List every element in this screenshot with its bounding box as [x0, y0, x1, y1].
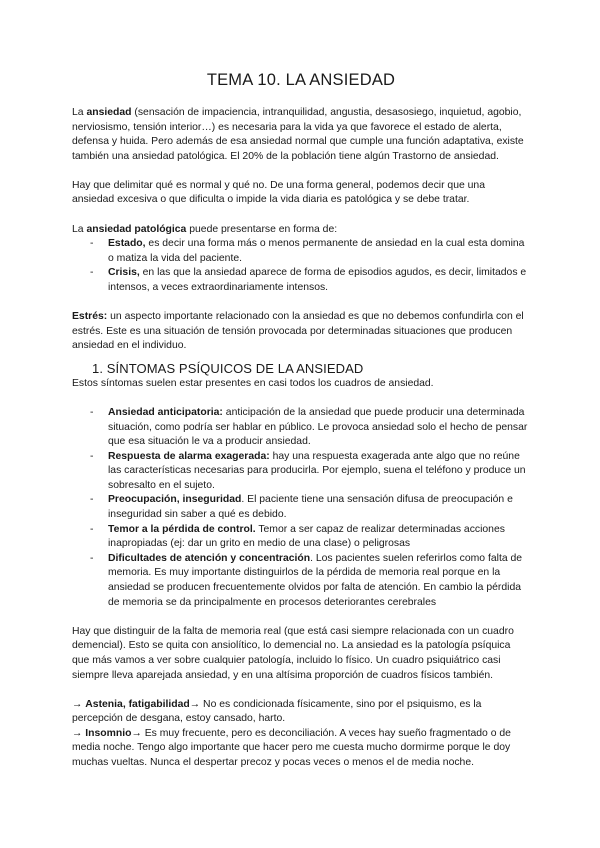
list-item	[72, 493, 530, 522]
intro-text: (sensación de impaciencia, intranquilidad, angustia, desasosiego, inquietud, agobio, nerviosismo, tensión interior…) es necesaria para la vida ya que favorece el estado de alerta, defensa y huida. Pero además de esa ansiedad normal que cumple una función adaptativa, existe también una ansiedad patológica. El 20% de la población tiene algún Trastorno de ansiedad.	[72, 107, 524, 162]
list-item-term: Estado,	[108, 238, 146, 250]
list-item-text: . Los pacientes suelen referirlos como falta de memoria. Es muy importante distinguirlos de la pérdida de memoria real porque en la ansiedad se producen frecuentemente olvidos por falta de atención. En cambio la pérdida de memoria se da principalmente en procesos deteriorantes cerebrales	[108, 552, 523, 608]
list-item-term: Temor a la pérdida de control.	[108, 523, 256, 535]
list-item	[72, 450, 530, 494]
list-item-text: anticipación de la ansiedad que puede producir una determinada situación, como podría ser hablar en público. Le provoca ansiedad solo el hecho de pensar que esa situación le va a producir ansiedad.	[108, 406, 528, 448]
list-item-text: en las que la ansiedad aparece de forma de episodios agudos, es decir, limitados e intensos, a veces extraordinariamente intensos.	[108, 267, 527, 293]
list-item	[72, 552, 530, 610]
pathological-paragraph	[72, 223, 530, 238]
list-item-text: hay una respuesta exagerada ante algo que no reúne las características necesarias para producirla. Por ejemplo, suena el teléfono y produce un sobresalto en el sujeto.	[108, 450, 526, 491]
list-item-text: Temor a ser capaz de realizar determinadas acciones inapropiadas (ej: dar un grito en medio de una clase) o peligrosas	[108, 523, 505, 550]
insomnia-term: Insomnio	[85, 727, 132, 739]
stress-text: un aspecto importante relacionado con la ansiedad es que no debemos confundirla con el estrés. Este es una situación de tensión provocada por determinadas situaciones que producen ansiedad en el individuo.	[72, 311, 524, 352]
document-page	[72, 70, 530, 771]
arrow-icon: →	[72, 727, 86, 739]
pathological-text: puede presentarse en forma de:	[186, 223, 338, 235]
asthenia-term: Astenia, fatigabilidad	[85, 698, 190, 710]
distinguish-paragraph: Hay que distinguir de la falta de memoria real (que está casi siempre relacionada con un cuadro demencial). Esto se quita con ansiolítico, lo demencial no. La ansiedad es la patología psíquica que más vamos a ver sobre cualquier patología, incluido lo físico. Un cuadro psiquiátrico casi siempre lleva aparejada ansiedad, y en una altísima proporción de cuadros físicos también.	[72, 625, 514, 681]
arrow-icon: →	[72, 698, 86, 710]
pathological-list	[72, 237, 530, 295]
list-item	[72, 523, 530, 552]
insomnia-paragraph	[72, 727, 530, 771]
asthenia-text: No es condicionada físicamente, sino por el psiquismo, es la percepción de desgana, estoy cansado, harto.	[72, 698, 482, 725]
intro-term: ansiedad	[86, 107, 132, 118]
arrow-icon: →	[131, 727, 142, 739]
list-item-term: Crisis,	[108, 267, 140, 279]
list-item-term: Ansiedad anticipatoria:	[108, 406, 223, 418]
list-item-text: es decir una forma más o menos permanente de ansiedad en la cual esta domina o matiza la vida del paciente.	[108, 238, 525, 264]
list-item	[72, 266, 530, 295]
delimit-paragraph: Hay que delimitar qué es normal y qué no. De una forma general, podemos decir que una ansiedad excesiva o que dificulta o impide la vida diaria es patológica y se debe tratar.	[72, 179, 485, 206]
arrow-icon: →	[189, 698, 201, 710]
intro-paragraph	[72, 106, 530, 164]
intro-lead: La	[72, 107, 87, 118]
insomnia-text: Es muy frecuente, pero es deconciliación. A veces hay sueño fragmentado o de media noche. Tengo algo importante que hacer pero me cuesta mucho dormirme porque le doy muchas vueltas. Nunca el despertar precoz y pocas veces o menos el de media noche.	[72, 727, 511, 768]
page-title: TEMA 10. LA ANSIEDAD	[206, 71, 396, 89]
list-item-term: Preocupación, inseguridad	[108, 494, 242, 506]
stress-term: Estrés:	[72, 311, 108, 323]
pathological-term: ansiedad patológica	[86, 223, 187, 235]
list-item-term: Dificultades de atención y concentración	[108, 552, 311, 564]
list-item-text: . El paciente tiene una sensación difusa de preocupación e inseguridad sin saber a qué es debido.	[108, 494, 513, 521]
section-intro: Estos síntomas suelen estar presentes en casi todos los cuadros de ansiedad.	[72, 377, 434, 389]
list-item	[72, 406, 530, 450]
section-heading: 1. SÍNTOMAS PSÍQUICOS DE LA ANSIEDAD	[92, 360, 364, 376]
list-item	[72, 237, 530, 266]
list-item-term: Respuesta de alarma exagerada:	[108, 450, 270, 462]
asthenia-paragraph	[72, 698, 530, 727]
symptoms-list	[72, 406, 530, 610]
pathological-lead: La	[72, 223, 87, 235]
stress-paragraph	[72, 310, 530, 354]
